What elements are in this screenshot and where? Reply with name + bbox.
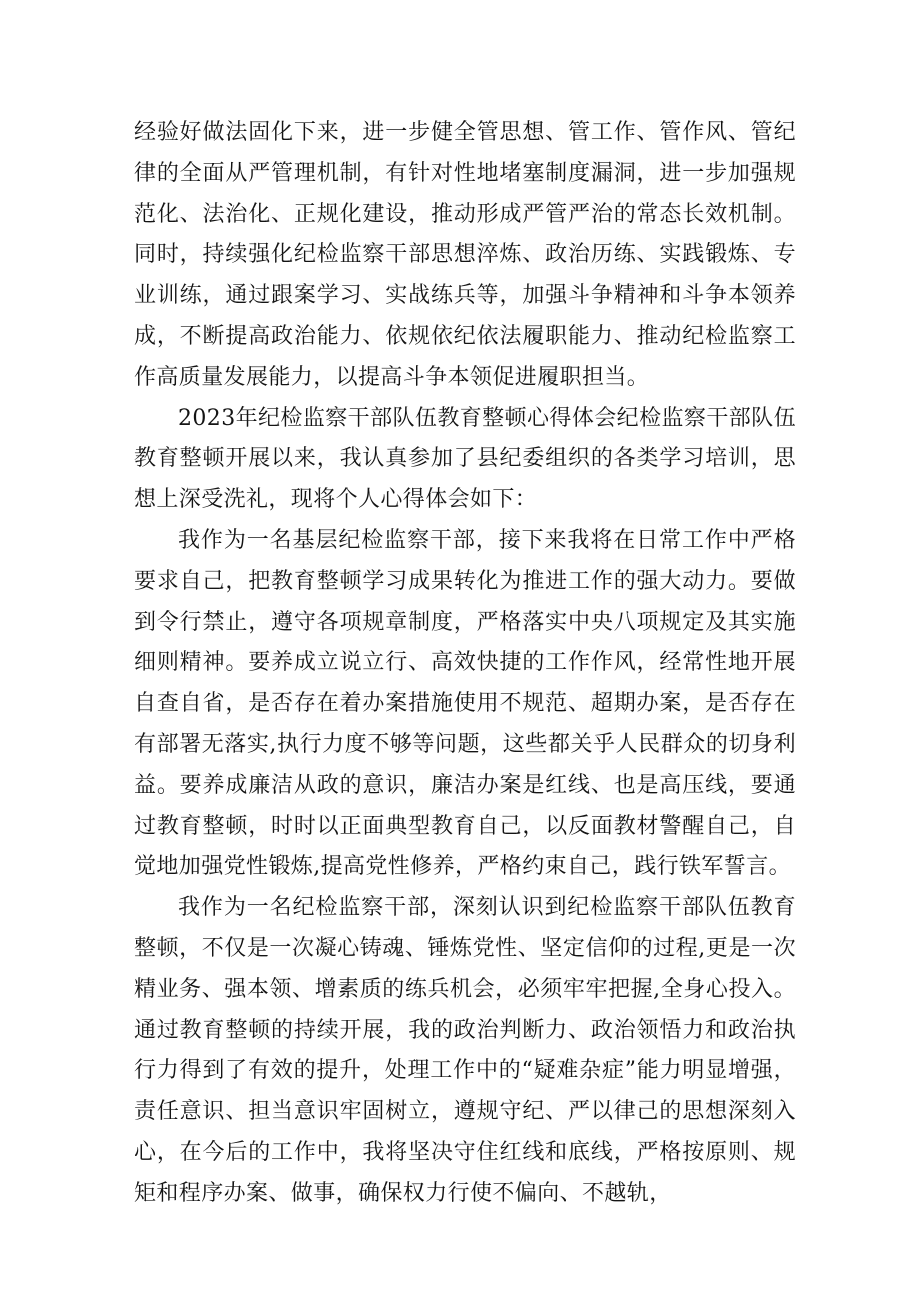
paragraph-cadre-reflection: 我作为一名纪检监察干部，深刻认识到纪检监察干部队伍教育整顿，不仅是一次凝心铸魂、锤炼党性、坚定信仰的过程,更是一次精业务、强本领、增素质的练兵机会，必须牢牢把握,全身心投入。通过教育整顿的持续开展，我的政治判断力、政治领悟力和政治执行力得到了有效的提升，处理工作中的“疑难杂症”能力明显增强，责任意识、担当意识牢固树立，遵规守纪、严以律己的思想深刻入心，在今后的工作中，我将坚决守住红线和底线，严格按原则、规矩和程序办案、做事，确保权力行使不偏向、不越轨， — [134, 895, 796, 1206]
document-body — [134, 113, 796, 1215]
paragraph-intro: 2023年纪检监察干部队伍教育整顿心得体会纪检监察干部队伍教育整顿开展以来，我认真参加了县纪委组织的各类学习培训，思想上深受洗礼，现将个人心得体会如下： — [134, 405, 796, 513]
paragraph-grassroots-cadre: 我作为一名基层纪检监察干部，接下来我将在日常工作中严格要求自己，把教育整顿学习成果转化为推进工作的强大动力。要做到令行禁止，遵守各项规章制度，严格落实中央八项规定及其实施细则精神。要养成立说立行、高效快捷的工作作风，经常性地开展自查自省，是否存在着办案措施使用不规范、超期办案，是否存在有部署无落实,执行力度不够等问题，这些都关乎人民群众的切身利益。要养成廉洁从政的意识，廉洁办案是红线、也是高压线，要通过教育整顿，时时以正面典型教育自己，以反面教材警醒自己，自觉地加强党性锻炼,提高党性修养，严格约束自己，践行铁军誓言。 — [134, 527, 796, 880]
paragraph-continuation: 经验好做法固化下来，进一步健全管思想、管工作、管作风、管纪律的全面从严管理机制，有针对性地堵塞制度漏洞，进一步加强规范化、法治化、正规化建设，推动形成严管严治的常态长效机制。同时，持续强化纪检监察干部思想淬炼、政治历练、实践锻炼、专业训练，通过跟案学习、实战练兵等，加强斗争精神和斗争本领养成，不断提高政治能力、依规依纪依法履职能力、推动纪检监察工作高质量发展能力，以提高斗争本领促进履职担当。 — [134, 120, 796, 390]
